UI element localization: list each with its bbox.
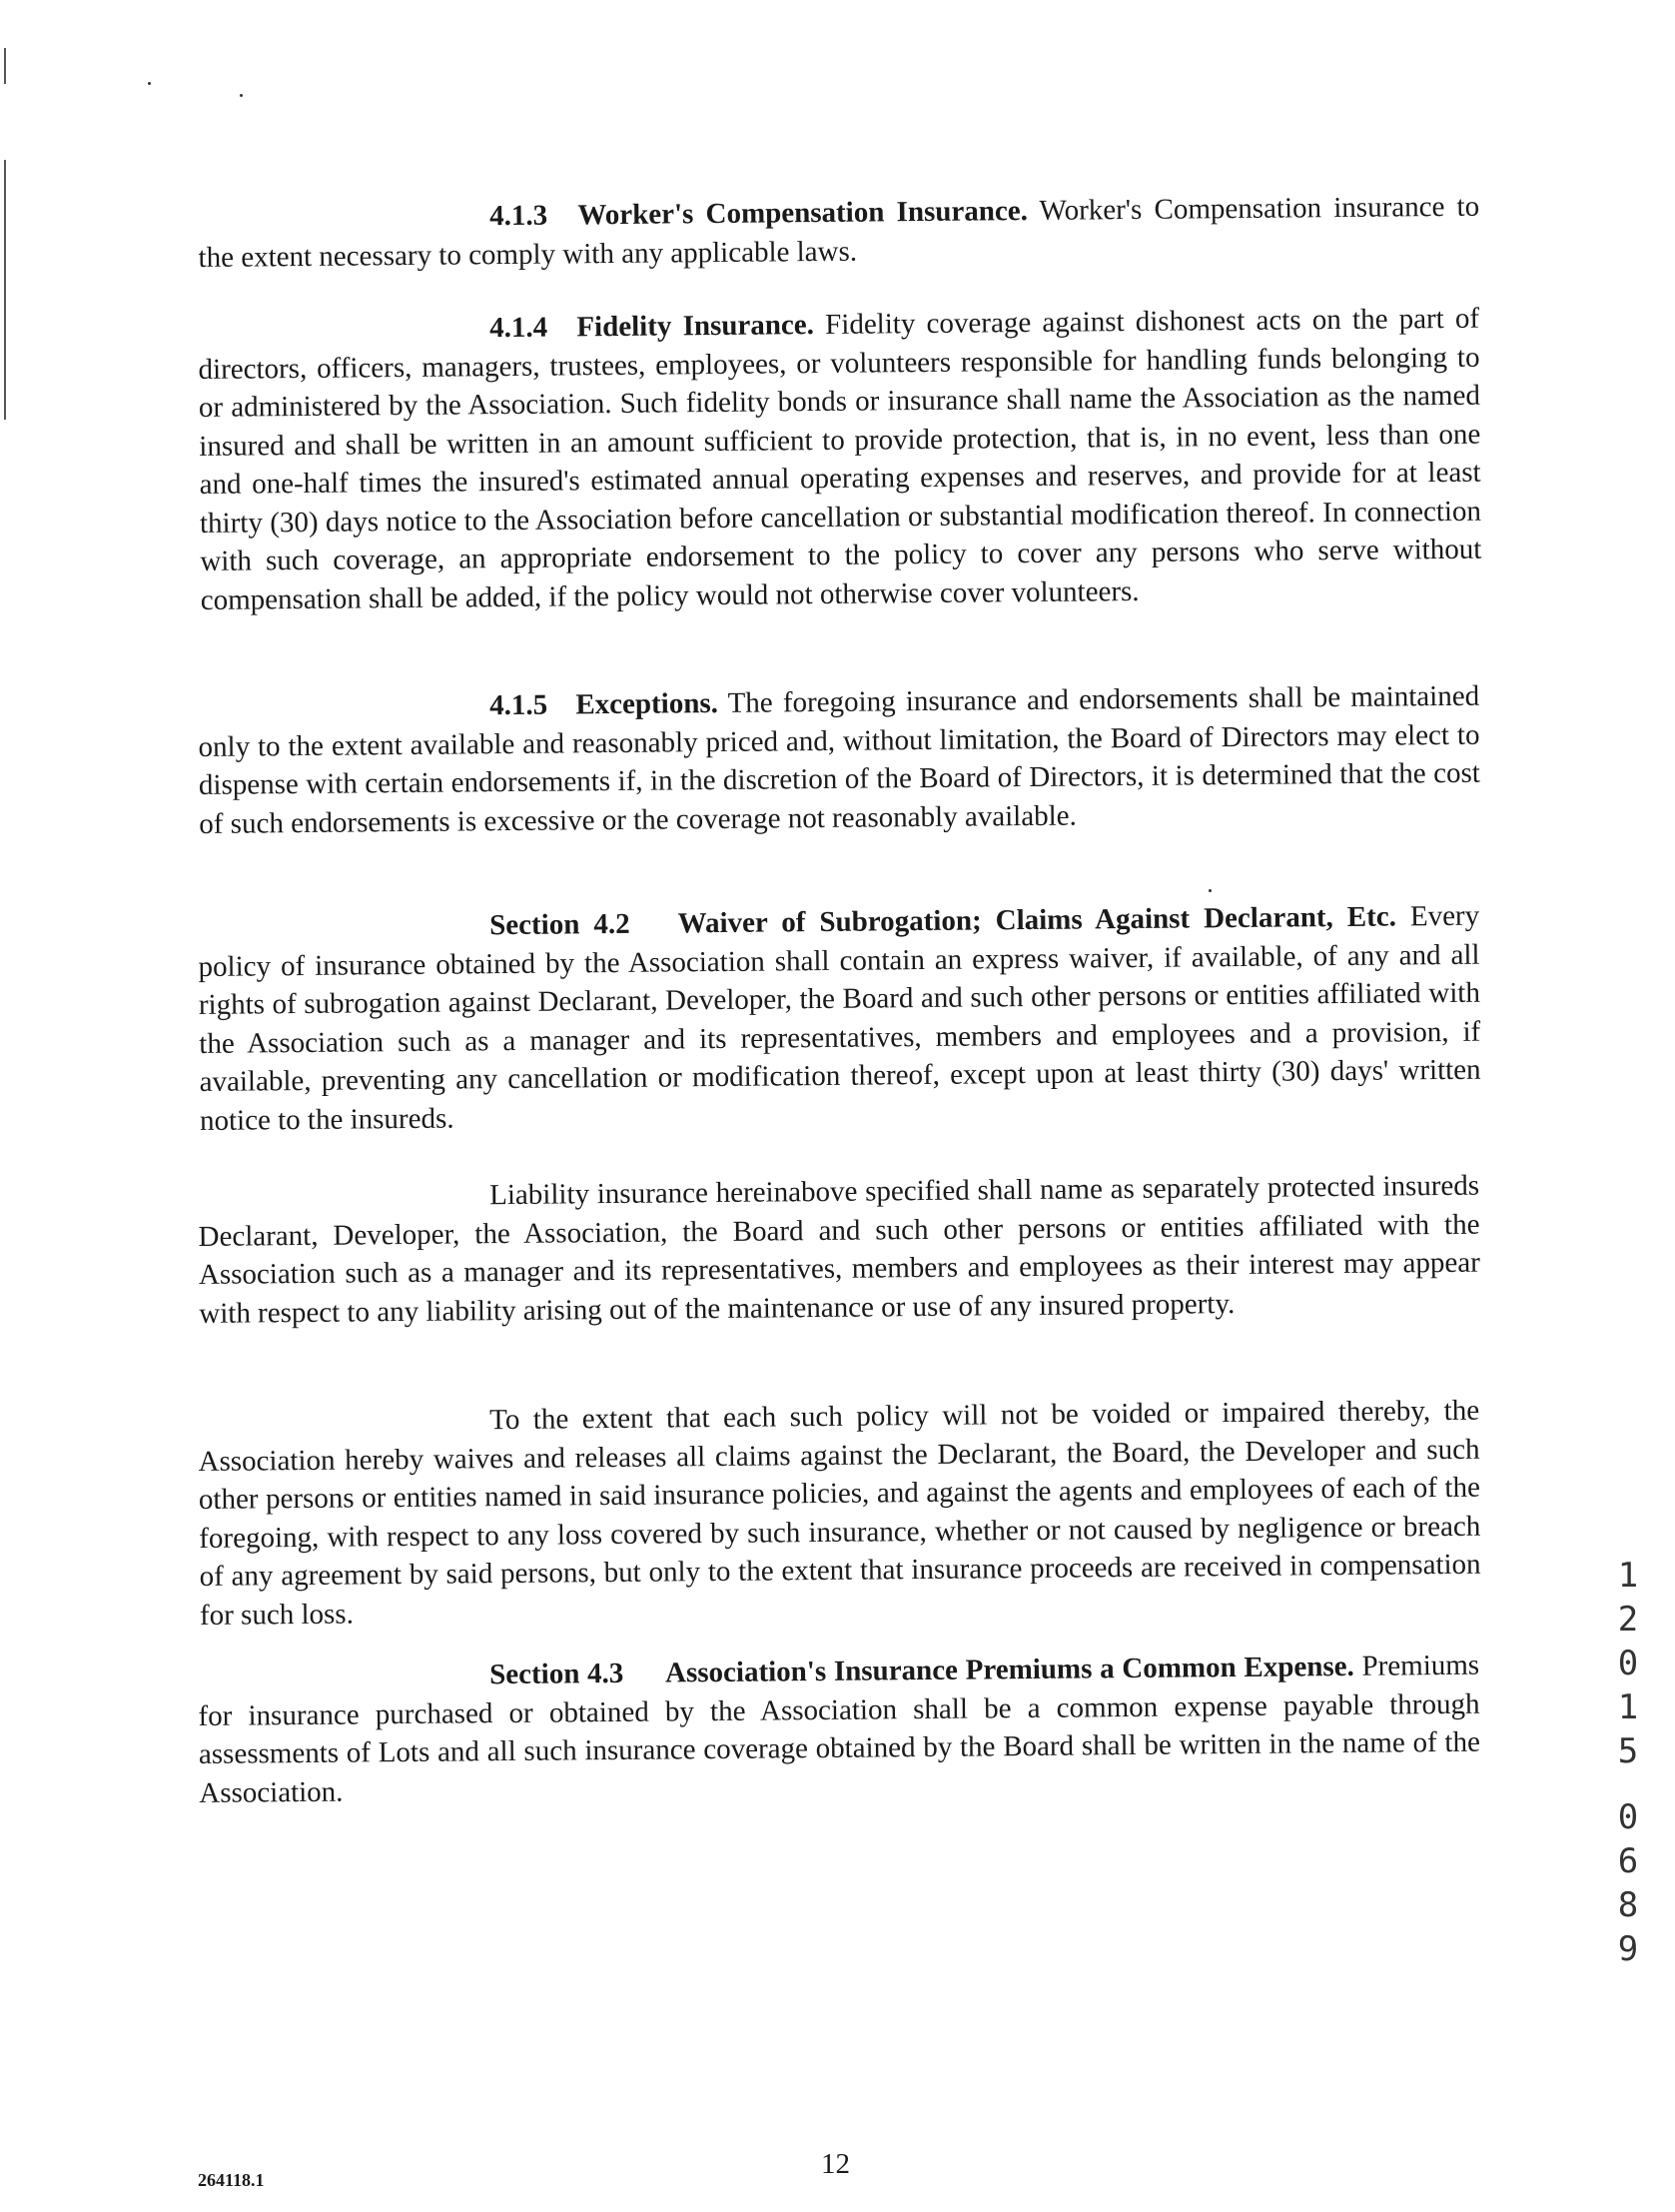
clause-number: 4.1.4 [489, 311, 548, 345]
section-text: Every policy of insurance obtained by the Association shall contain an express waiver, if available, of any and all rights of subrogation against Declarant, Developer, the Board and such other persons or entities affiliated with the Association such as a manager and its representatives, members and employees and a provision, if available, preventing any cancellation or modification thereof, except upon at least thirty (30) days' written notice to the insureds. [198, 899, 1481, 1137]
document-number: 264118.1 [198, 2170, 265, 2190]
stamp-digit: 2 [1617, 1600, 1639, 1640]
paragraph-text: To the extent that each such policy will not be voided or impaired thereby, the Association hereby waives and releases all claims against the Declarant, the Board, the Developer and such other persons or entities named in said insurance policies, and against the agents and employees of each of the foregoing, with respect to any loss covered by such insurance, whether or not caused by negligence or breach of any agreement by said persons, but only to the extent that insurance proceeds are received in compensation for such loss. [198, 1394, 1481, 1632]
section-heading: Waiver of Subrogation; Claims Against Declarant, Etc. [677, 900, 1397, 940]
section-text: Premiums for insurance purchased or obtained by the Association shall be a common expense payable through assessments of Lots and all such insurance coverage obtained by the Board shall be written in the name of the Association. [198, 1649, 1481, 1809]
section-number: Section 4.3 [489, 1657, 624, 1691]
stamp-digit: 1 [1617, 1687, 1639, 1727]
stamp-gap [1608, 1773, 1648, 1795]
stamp-digit: 0 [1617, 1797, 1639, 1837]
paragraph-text: Liability insurance hereinabove specified shall name as separately protected insureds Declarant, Developer, the Association, the Board and such other persons or entities affiliated with the Association such as a manager and its representatives, members and employees as their interest may appear with respect to any liability arising out of the maintenance or use of any insured property. [198, 1169, 1481, 1330]
clause-heading: Fidelity Insurance. [576, 309, 815, 344]
paragraph-liability-insurance [198, 1167, 1480, 1333]
paragraph-waiver-of-claims [198, 1392, 1481, 1635]
clause-number: 4.1.3 [489, 199, 548, 233]
section-number: Section 4.2 [489, 907, 630, 942]
clause-number: 4.1.5 [489, 688, 548, 722]
stamp-digit: 9 [1617, 1929, 1639, 1969]
stamp-digit: 1 [1617, 1556, 1639, 1596]
stamp-digit: 6 [1617, 1841, 1639, 1881]
section-4-2 [198, 897, 1481, 1140]
page-number: 12 [821, 2148, 850, 2180]
stamp-digit: 5 [1617, 1731, 1639, 1771]
clause-heading: Exceptions. [575, 687, 719, 721]
section-4-3 [198, 1647, 1480, 1812]
scan-margin-mark [4, 48, 6, 84]
paragraph-4-1-3 [198, 188, 1480, 277]
clause-text: Fidelity coverage against dishonest acts on the part of directors, officers, managers, trustees, employees, or volunteers responsible for handling funds belonging to or administered by the Association. Such fidelity bonds or insurance shall name the Association as the named insured and shall be written in an amount sufficient to provide protection, that is, in no event, less than one and one-half times the insured's estimated annual operating expenses and reserves, and provide for at least thirty (30) days notice to the Association before cancellation or substantial modification thereof. In connection with such coverage, an appropriate endorsement to the policy to cover any persons who serve without compensation shall be added, if the policy would not otherwise cover volunteers. [198, 302, 1482, 616]
clause-heading: Worker's Compensation Insurance. [577, 195, 1029, 232]
stamp-digit: 8 [1617, 1885, 1639, 1925]
clause-text: The foregoing insurance and endorsements shall be maintained only to the extent available and reasonably priced and, without limitation, the Board of Directors may elect to dispense with certain endorsements if, in the discretion of the Board of Directors, it is determined that the cost of such endorsements is excessive or the coverage not reasonably available. [198, 679, 1481, 840]
recording-stamp [1608, 1554, 1648, 1971]
paragraph-4-1-4 [198, 300, 1482, 619]
scan-speck [240, 94, 243, 97]
stamp-digit: 0 [1617, 1644, 1639, 1683]
section-heading: Association's Insurance Premiums a Common Expense. [664, 1650, 1354, 1689]
scan-speck [148, 82, 151, 85]
clause-text: Worker's Compensation insurance to the extent necessary to comply with any applicable laws. [198, 190, 1480, 274]
paragraph-4-1-5 [198, 677, 1480, 843]
scan-speck [1209, 889, 1212, 892]
scan-margin-mark [4, 160, 6, 420]
